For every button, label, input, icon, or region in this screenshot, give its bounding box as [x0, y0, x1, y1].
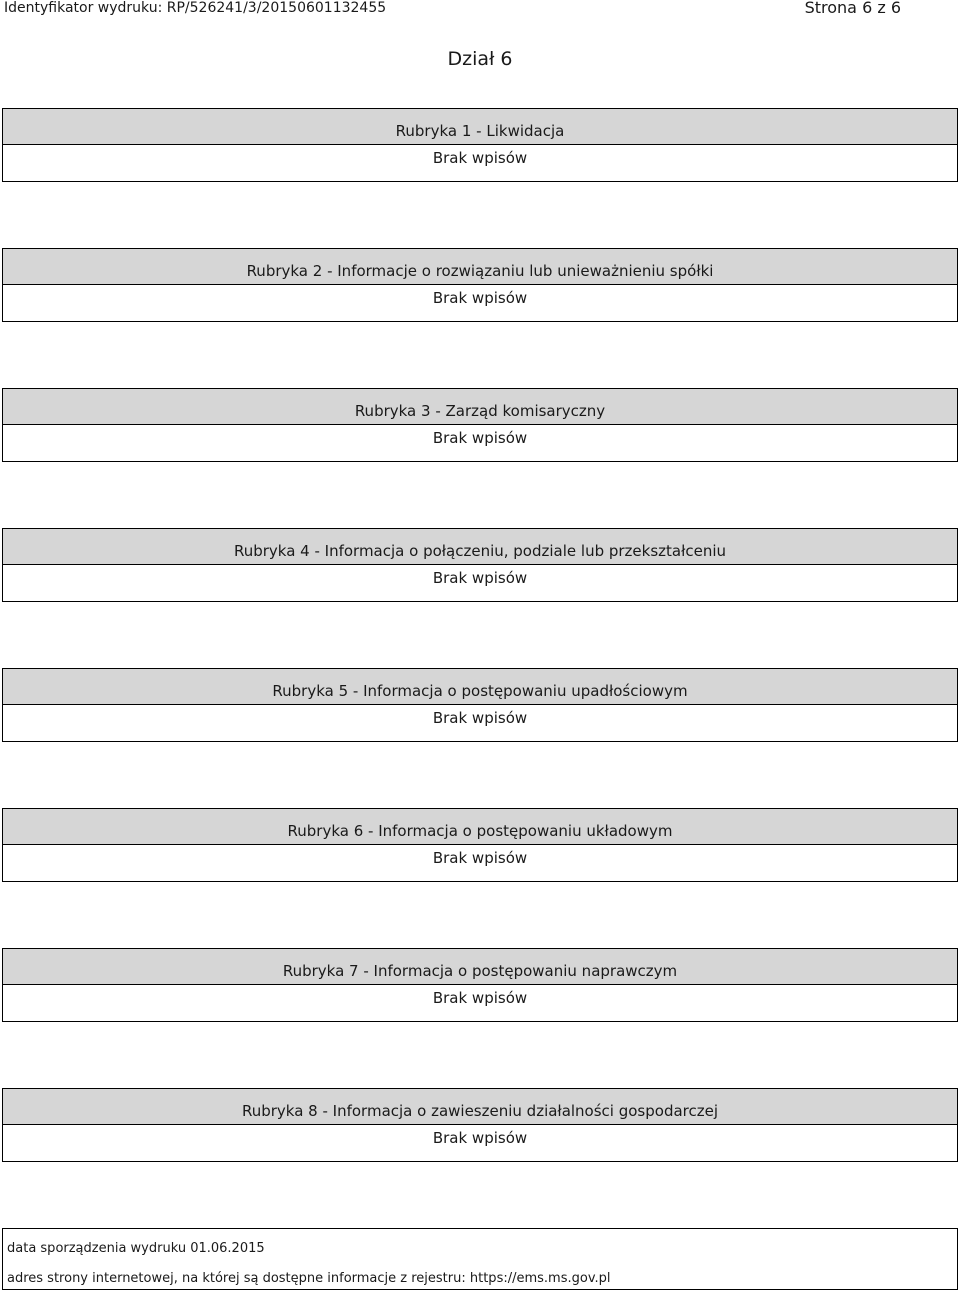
rubric-value: Brak wpisów [432, 569, 528, 587]
rubric-value: Brak wpisów [432, 989, 528, 1007]
rubric-2 [2, 248, 958, 322]
rubric-title: Rubryka 7 - Informacja o postępowaniu naprawczym [3, 949, 957, 985]
rubric-6 [2, 808, 958, 882]
print-date: data sporządzenia wydruku 01.06.2015 [7, 1241, 265, 1256]
registry-website: adres strony internetowej, na której są dostępne informacje z rejestru: https://ems.ms.gov.pl [7, 1271, 611, 1286]
print-identifier: Identyfikator wydruku: RP/526241/3/20150601132455 [4, 0, 387, 16]
rubric-value: Brak wpisów [432, 849, 528, 867]
rubric-value: Brak wpisów [432, 429, 528, 447]
rubric-value: Brak wpisów [432, 289, 528, 307]
rubric-value: Brak wpisów [432, 709, 528, 727]
rubric-title: Rubryka 3 - Zarząd komisaryczny [3, 389, 957, 425]
rubric-3 [2, 388, 958, 462]
page-number: Strona 6 z 6 [804, 0, 901, 17]
rubric-title: Rubryka 8 - Informacja o zawieszeniu działalności gospodarczej [3, 1089, 957, 1125]
rubric-title: Rubryka 1 - Likwidacja [3, 109, 957, 145]
rubric-title: Rubryka 2 - Informacje o rozwiązaniu lub unieważnieniu spółki [3, 249, 957, 285]
rubric-value: Brak wpisów [432, 149, 528, 167]
rubric-8 [2, 1088, 958, 1162]
rubric-7 [2, 948, 958, 1022]
rubric-value: Brak wpisów [432, 1129, 528, 1147]
section-title: Dział 6 [447, 48, 513, 70]
rubric-title: Rubryka 4 - Informacja o połączeniu, podziale lub przekształceniu [3, 529, 957, 565]
footer [2, 1228, 958, 1290]
rubric-4 [2, 528, 958, 602]
rubric-title: Rubryka 5 - Informacja o postępowaniu upadłościowym [3, 669, 957, 705]
rubric-title: Rubryka 6 - Informacja o postępowaniu układowym [3, 809, 957, 845]
rubric-5 [2, 668, 958, 742]
rubric-1 [2, 108, 958, 182]
